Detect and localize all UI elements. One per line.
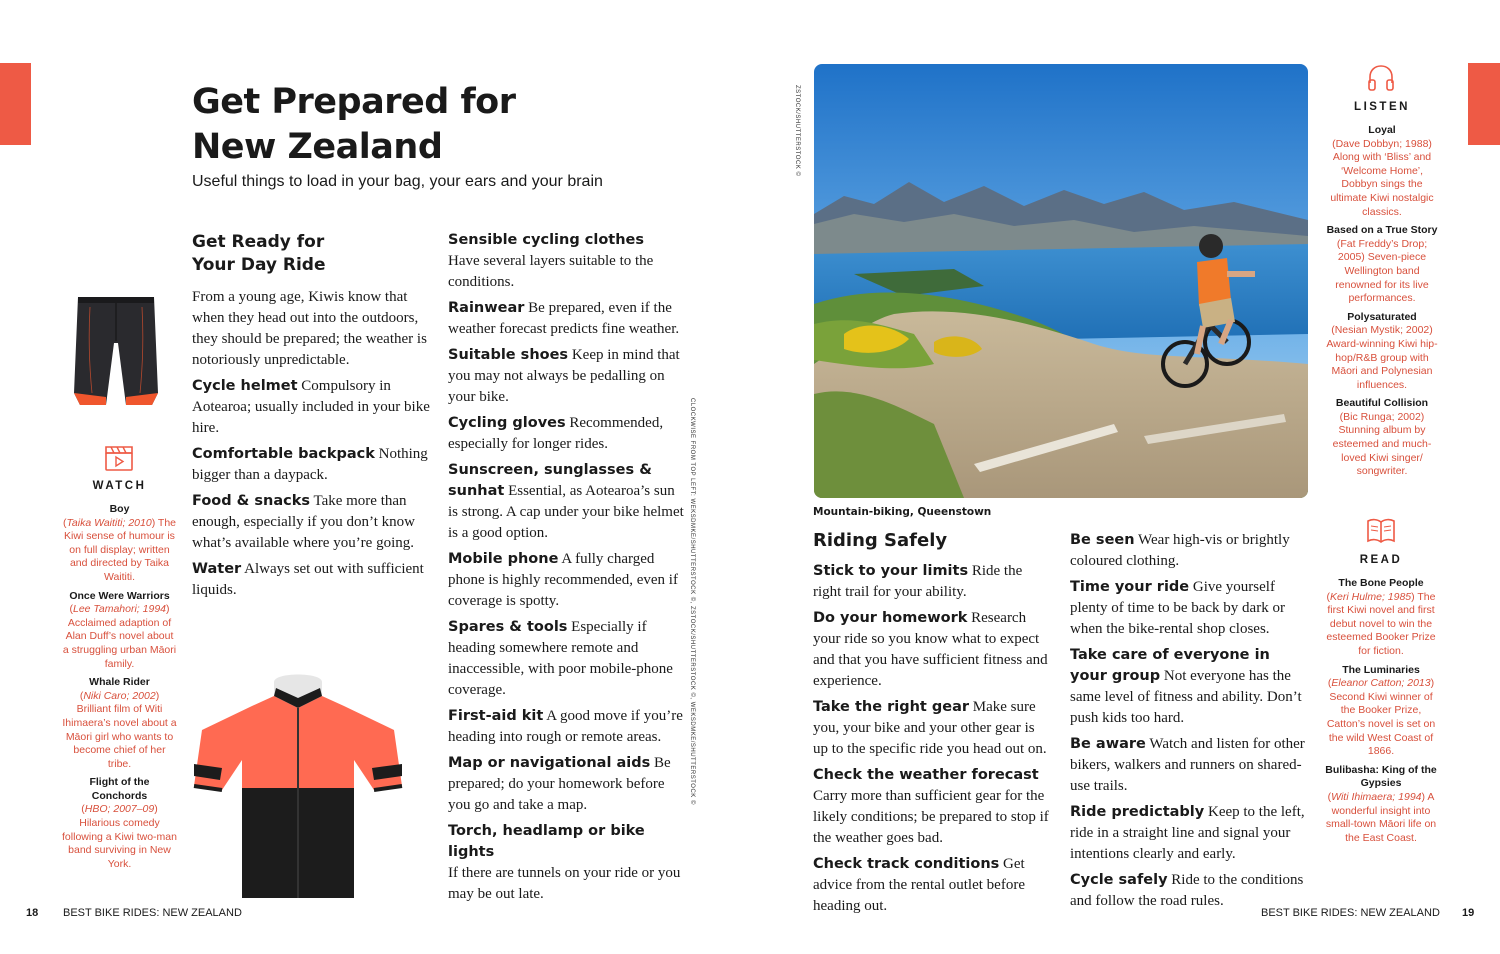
item-text: Wear high-vis or brightly coloured clothing. bbox=[1070, 532, 1290, 569]
entry-text: (Nesian Mystik; 2002) Award-winning Kiwi hip-hop/R&B group with Māori and Polynesian influences. bbox=[1326, 324, 1438, 391]
item-heading: Do your homework bbox=[813, 610, 968, 626]
entry-title: Whale Rider bbox=[89, 676, 150, 689]
item-text: Be prepared, even if the weather forecast predicts fine weather. bbox=[448, 300, 680, 337]
item-text: Get advice from the rental outlet before heading out. bbox=[813, 856, 1025, 914]
list-item bbox=[448, 230, 688, 293]
item-heading: Torch, headlamp or bike lights bbox=[448, 823, 645, 860]
riding-safely-column bbox=[813, 529, 1053, 922]
running-footer-left: BEST BIKE RIDES: NEW ZEALAND bbox=[63, 907, 242, 919]
item-heading: Mobile phone bbox=[448, 551, 559, 567]
list-item bbox=[448, 298, 688, 340]
entry-meta: HBO; 2007–09 bbox=[84, 803, 155, 816]
item-text: Ride to the conditions and follow the road rules. bbox=[1070, 872, 1304, 909]
item-heading: Sunscreen, sunglasses & sunhat bbox=[448, 462, 652, 499]
sidebar-entry bbox=[1326, 224, 1438, 306]
item-heading: Sensible cycling clothes bbox=[448, 232, 645, 248]
item-heading: Be seen bbox=[1070, 532, 1135, 548]
intro-paragraph: From a young age, Kiwis know that when they head out into the outdoors, they should be prepared; the weather is notoriously unpredictable. bbox=[192, 289, 427, 368]
list-item bbox=[1070, 870, 1310, 912]
item-text: Be prepared; do your homework before you go and take a map. bbox=[448, 755, 671, 813]
page-number-left: 18 bbox=[26, 907, 39, 919]
entry-text: (Dave Dobbyn; 1988) Along with ‘Bliss’ and ‘Welcome Home’, Dobbyn sings the ultimate Kiwi nostalgic classics. bbox=[1330, 137, 1434, 218]
item-heading: Take care of everyone in your group bbox=[1070, 647, 1270, 684]
sidebar-entry bbox=[62, 503, 177, 585]
sidebar-entry bbox=[62, 590, 177, 672]
item-text: Recommended, especially for longer rides. bbox=[448, 415, 664, 452]
item-text: Give yourself plenty of time to be back by dark or when the bike-rental shop closes. bbox=[1070, 579, 1285, 637]
item-text: Ride the right trail for your ability. bbox=[813, 563, 1023, 600]
item-heading: Map or navigational aids bbox=[448, 755, 651, 771]
list-item bbox=[192, 559, 432, 601]
listen-list bbox=[1326, 124, 1438, 484]
list-item bbox=[813, 854, 1053, 917]
entry-meta: Witi Ihimaera; 1994 bbox=[1331, 790, 1422, 803]
item-list bbox=[192, 376, 432, 601]
list-item bbox=[1070, 734, 1310, 797]
item-heading: Spares & tools bbox=[448, 619, 568, 635]
riding-safely-column-2 bbox=[1070, 530, 1310, 917]
entry-description bbox=[1326, 411, 1438, 479]
list-item bbox=[448, 617, 688, 701]
list-item bbox=[192, 376, 432, 439]
item-text: Not everyone has the same level of fitness and ability. Don’t push kids too hard. bbox=[1070, 668, 1302, 726]
item-text: Take more than enough, especially if you don’t know what’s available where you’re going. bbox=[192, 493, 416, 551]
item-text: Essential, as Aotearoa’s sun is strong. A cap under your bike helmet is a good option. bbox=[448, 483, 684, 541]
headphones-icon bbox=[1366, 63, 1396, 93]
entry-title: The Luminaries bbox=[1342, 663, 1420, 676]
item-heading: First-aid kit bbox=[448, 708, 544, 724]
entry-text: Brilliant film of Witi Ihimaera’s novel about a Māori girl who wants to become chief of her tribe. bbox=[62, 703, 177, 770]
get-ready-column bbox=[192, 231, 432, 606]
entry-meta: Eleanor Catton; 2013 bbox=[1331, 677, 1431, 690]
item-heading: Time your ride bbox=[1070, 579, 1190, 595]
book-icon bbox=[1366, 517, 1396, 545]
item-text: Compulsory in Aotearoa; usually included in your bike hire. bbox=[192, 378, 430, 436]
cycling-shorts-image bbox=[68, 293, 164, 411]
photo-credit: CLOCKWISE FROM TOP LEFT: WEKSDMKE/SHUTTERSTOCK ©, ZSTOCK/SHUTTERSTOCK ©, WEKSDMKE/SHUTTERSTOCK © bbox=[689, 398, 695, 805]
list-item bbox=[448, 345, 688, 408]
list-item bbox=[1070, 802, 1310, 865]
entry-description: (HBO; 2007–09) Hilarious comedy following a Kiwi two-man band surviving in New York. bbox=[62, 803, 177, 870]
item-text: Keep in mind that you may not always be pedalling on your bike. bbox=[448, 347, 680, 405]
list-item bbox=[192, 444, 432, 486]
entry-text: Acclaimed adaption of Alan Duff’s novel about a struggling urban Māori family. bbox=[62, 616, 177, 670]
list-item bbox=[448, 821, 688, 905]
sidebar-entry bbox=[62, 676, 177, 771]
entry-description bbox=[1326, 138, 1438, 220]
entry-meta: Niki Caro; 2002 bbox=[83, 689, 156, 702]
entry-description: (Niki Caro; 2002) Brilliant film of Witi Ihimaera’s novel about a Māori girl who wants to become chief of her tribe. bbox=[62, 689, 177, 770]
photo-caption: Mountain-biking, Queenstown bbox=[813, 506, 992, 518]
item-text: Have several layers suitable to the conditions. bbox=[448, 253, 654, 290]
item-heading: Be aware bbox=[1070, 736, 1146, 752]
item-heading: Rainwear bbox=[448, 300, 525, 316]
entry-meta: Taika Waititi; 2010 bbox=[66, 516, 152, 529]
list-item bbox=[813, 561, 1053, 603]
item-list bbox=[1070, 530, 1310, 912]
entry-meta: Keri Hulme; 1985 bbox=[1330, 590, 1412, 603]
list-item bbox=[813, 765, 1053, 849]
sidebar-entry bbox=[1326, 397, 1438, 479]
item-text: If there are tunnels on your ride or you may be out late. bbox=[448, 865, 681, 902]
section-heading: Get Ready for Your Day Ride bbox=[192, 232, 326, 275]
sidebar-entry bbox=[1324, 577, 1438, 659]
entry-description: (Eleanor Catton; 2013) Second Kiwi winner of the Booker Prize, Catton’s novel is set on the wild West Coast of 1866. bbox=[1326, 677, 1436, 758]
page-subtitle: Useful things to load in your bag, your ears and your brain bbox=[192, 173, 603, 190]
entry-title: Polysaturated bbox=[1347, 310, 1417, 323]
item-text: Research your ride so you know what to expect and that you have sufficient fitness and experience. bbox=[813, 610, 1048, 689]
entry-title: Based on a True Story bbox=[1326, 224, 1438, 237]
entry-text: (Bic Runga; 2002) Stunning album by esteemed and much-loved Kiwi singer/ songwriter. bbox=[1332, 410, 1432, 478]
list-item bbox=[1070, 645, 1310, 729]
entry-text: (Fat Freddy’s Drop; 2005) Seven-piece Wellington band renowned for its live performances. bbox=[1335, 237, 1429, 305]
item-text: Always set out with sufficient liquids. bbox=[192, 561, 424, 598]
sidebar-entry bbox=[1324, 764, 1438, 846]
entry-description bbox=[1326, 238, 1438, 306]
item-text: Especially if heading somewhere remote and inaccessible, with poor mobile-phone coverage. bbox=[448, 619, 673, 698]
entry-text: The first Kiwi novel and first debut novel to win the esteemed Booker Prize for fiction. bbox=[1326, 590, 1436, 657]
listen-label: LISTEN bbox=[1354, 101, 1410, 113]
entry-description: (Keri Hulme; 1985) The first Kiwi novel and first debut novel to win the esteemed Booker Prize for fiction. bbox=[1326, 590, 1436, 657]
read-label: READ bbox=[1359, 554, 1403, 566]
list-item bbox=[448, 413, 688, 455]
chapter-tab-right bbox=[1468, 63, 1500, 145]
entry-title: Once Were Warriors bbox=[69, 589, 170, 602]
list-item bbox=[448, 460, 688, 544]
clapperboard-icon bbox=[104, 444, 134, 472]
list-item bbox=[192, 491, 432, 554]
page-title: Get Prepared for New Zealand bbox=[192, 82, 516, 167]
read-list bbox=[1324, 577, 1438, 850]
gear-column bbox=[448, 230, 688, 910]
list-item bbox=[813, 608, 1053, 692]
mountain-biking-photo bbox=[814, 64, 1308, 498]
entry-text: The Kiwi sense of humour is on full display; written and directed by Taika Waititi. bbox=[64, 516, 177, 583]
entry-title: Boy bbox=[109, 503, 130, 515]
watch-list bbox=[62, 503, 177, 876]
photo-credit: ZSTOCK/SHUTTERSTOCK © bbox=[794, 85, 800, 177]
item-text: A good move if you’re heading into rough or remote areas. bbox=[448, 708, 683, 745]
item-text: Watch and listen for other bikers, walkers and runners on shared-use trails. bbox=[1070, 736, 1305, 794]
entry-description: (Taika Waititi; 2010) The Kiwi sense of humour is on full display; written and directed by Taika Waititi. bbox=[62, 516, 177, 583]
item-heading: Water bbox=[192, 561, 242, 577]
watch-label: WATCH bbox=[92, 480, 147, 492]
item-text: Nothing bigger than a daypack. bbox=[192, 446, 428, 483]
cycling-jersey-image bbox=[192, 668, 404, 900]
sidebar-entry bbox=[1324, 664, 1438, 759]
item-text: Carry more than sufficient gear for the likely conditions; be prepared to stop if the weather goes bad. bbox=[813, 788, 1049, 846]
item-heading: Take the right gear bbox=[813, 699, 970, 715]
item-heading: Check the weather forecast bbox=[813, 767, 1039, 783]
item-text: Keep to the left, ride in a straight line and signal your intentions clearly and early. bbox=[1070, 804, 1305, 862]
item-heading: Cycle helmet bbox=[192, 378, 298, 394]
list-item bbox=[448, 706, 688, 748]
sidebar-entry bbox=[1326, 124, 1438, 219]
item-heading: Check track conditions bbox=[813, 856, 1000, 872]
list-item bbox=[448, 753, 688, 816]
entry-title: The Bone People bbox=[1338, 577, 1424, 589]
section-heading: Riding Safely bbox=[813, 530, 948, 551]
entry-text: Second Kiwi winner of the Booker Prize, Catton’s novel is set on the wild West Coast of 1866. bbox=[1326, 690, 1436, 758]
list-item bbox=[1070, 530, 1310, 572]
entry-title: Loyal bbox=[1368, 124, 1396, 136]
entry-description: (Witi Ihimaera; 1994) A wonderful insight into small-town Māori life on the East Coast. bbox=[1325, 790, 1437, 844]
item-heading: Ride predictably bbox=[1070, 804, 1205, 820]
item-text: Make sure you, your bike and your other gear is up to the specific ride you head out on. bbox=[813, 699, 1047, 757]
entry-meta: Lee Tamahori; 1994 bbox=[72, 603, 166, 616]
item-list bbox=[813, 561, 1053, 917]
list-item bbox=[813, 697, 1053, 760]
entry-description: (Lee Tamahori; 1994) Acclaimed adaption of Alan Duff’s novel about a struggling urban Māori family. bbox=[62, 603, 177, 670]
item-heading: Suitable shoes bbox=[448, 347, 569, 363]
entry-title: Beautiful Collision bbox=[1335, 397, 1429, 410]
page-number-right: 19 bbox=[1462, 907, 1475, 919]
entry-title: Flight of the Conchords bbox=[89, 776, 150, 802]
entry-description bbox=[1326, 324, 1438, 392]
item-text: A fully charged phone is highly recommended, even if coverage is spotty. bbox=[448, 551, 678, 609]
sidebar-entry bbox=[1326, 311, 1438, 393]
running-footer-right: BEST BIKE RIDES: NEW ZEALAND bbox=[1261, 907, 1440, 919]
item-heading: Cycling gloves bbox=[448, 415, 566, 431]
entry-text: Hilarious comedy following a Kiwi two-man band surviving in New York. bbox=[62, 817, 177, 870]
list-item bbox=[448, 549, 688, 612]
item-heading: Stick to your limits bbox=[813, 563, 969, 579]
entry-title: Bulibasha: King of the Gypsies bbox=[1325, 763, 1437, 790]
item-list bbox=[448, 230, 688, 905]
list-item bbox=[1070, 577, 1310, 640]
entry-text: A wonderful insight into small-town Māori life on the East Coast. bbox=[1325, 790, 1437, 844]
chapter-tab-left bbox=[0, 63, 31, 145]
sidebar-entry bbox=[62, 776, 177, 871]
item-heading: Cycle safely bbox=[1070, 872, 1168, 888]
item-heading: Comfortable backpack bbox=[192, 446, 375, 462]
item-heading: Food & snacks bbox=[192, 493, 310, 509]
